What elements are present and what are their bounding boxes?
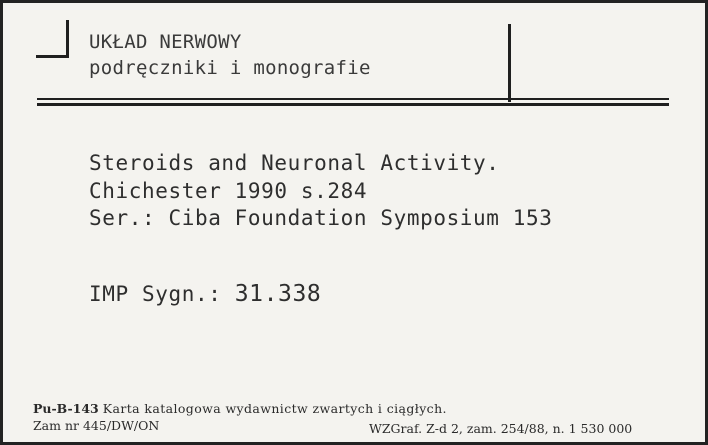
entry-series: Ser.: Ciba Foundation Symposium 153 — [89, 206, 553, 230]
header-vertical-rule — [508, 24, 511, 102]
signature-line — [89, 281, 321, 307]
footer-printer-line: WZGraf. Z-d 2, zam. 254/88, n. 1 530 000 — [369, 421, 633, 436]
form-title: Karta katalogowa wydawnictw zwartych i ciągłych. — [102, 401, 447, 416]
corner-bracket-horizontal — [36, 55, 69, 58]
entry-title: Steroids and Neuronal Activity. — [89, 151, 500, 175]
header-rule-bottom — [37, 103, 669, 106]
footer-form-line — [33, 401, 447, 416]
footer-order-line — [33, 418, 159, 433]
signature-label: IMP Sygn.: — [89, 282, 222, 306]
signature-value: 31.338 — [234, 281, 322, 307]
form-code: Pu-B-143 — [33, 401, 99, 416]
subcategory-heading: podręczniki i monografie — [89, 57, 371, 79]
corner-bracket-vertical — [66, 20, 69, 57]
order-number: 445/DW/ON — [82, 418, 160, 433]
order-label: Zam nr — [33, 418, 79, 433]
category-heading: UKŁAD NERWOWY — [89, 31, 242, 53]
entry-imprint: Chichester 1990 s.284 — [89, 179, 368, 203]
header-rule-top — [37, 98, 669, 100]
